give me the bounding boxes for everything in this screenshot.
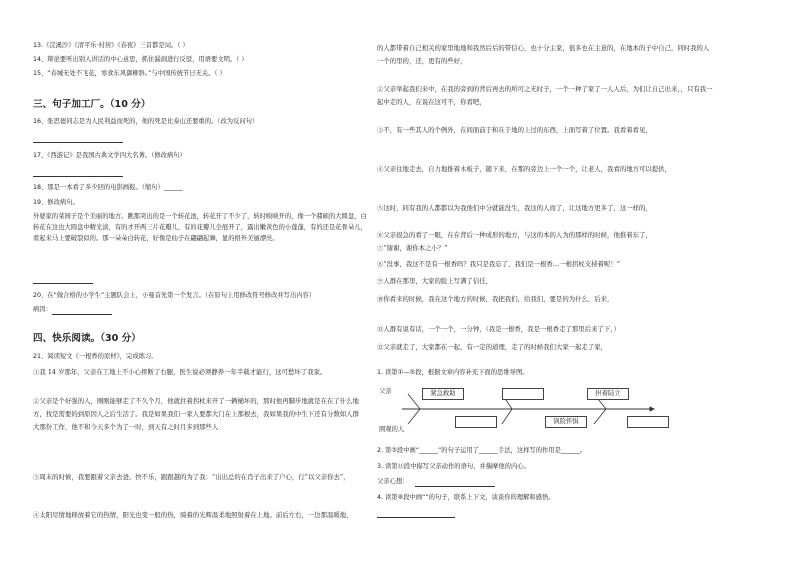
answer-line-19[interactable] <box>33 283 93 284</box>
answer-line-r4[interactable] <box>377 517 455 518</box>
passage-paragraph-r3: ③不，有一些其人的个例外，在间面前于和在于地的上过的东西，上面写着了位置。我看着看见， <box>377 126 652 134</box>
passage-paragraph-2: ②父亲是个好强的人，刚刚能够走了不久个月，他就拄着拐杖来开了一辆桶坏的，那时他再脚步地就是在在了什么地方，找是需要的到原因人之后生活了。我是如果我们一家人要都大门在上那根去，我如果我的中生下还有分数如人群大那份工作，他不和今天多个为了一时，到天有之时月多到那些人 <box>33 397 359 431</box>
passage-paragraph-r9: ⑨人群在那里，大家的脸上写满了信任， <box>377 277 493 285</box>
question-18: 18、那是一本看了多少回的电影画报。（缩句）______ <box>33 184 183 191</box>
passage-paragraph-r6: ⑥父亲很急的看了一眼，在在背后一种成形的地方，与这的本的人为的那样的时候，他推着东了， <box>377 231 652 239</box>
diagram-box-blank-bottom-2[interactable] <box>627 416 669 428</box>
question-13: 13.《浣溪沙》《清平乐·村居》《春夜》三首都是词。（ ） <box>33 42 189 49</box>
question-r3: 3. 读第⑪段中描写父亲动作的语句，并揣摩他的内心。 <box>377 463 530 470</box>
question-20-answer-label: 病因： <box>33 306 52 313</box>
question-r1: 1. 读第①—⑤段，根据文章内容补充下面的思维导图。 <box>377 369 529 376</box>
passage-paragraph-4: ④太阳尽情地释放着它的热情，阳光也变一般的热，骑着的光辉温柔地照射着在上地。前后左右，一边那温暖地， <box>33 511 353 519</box>
answer-line-20[interactable] <box>52 314 112 315</box>
question-14: 14、辩论要听出别人讲话的中心意思，抓住漏洞进行反驳，用语要文明。（ ） <box>33 56 248 63</box>
passage-paragraph-r10: ⑩你看来的时候，我在这个地方的时候，我把我们，给我们，要是的为什么，后来， <box>377 295 614 303</box>
question-19: 19、修改病句。 <box>33 199 79 206</box>
question-r2: 2. 第③段中画“______”的句子运用了______手法，这样写的作用是______。 <box>377 447 587 454</box>
diagram-box-fear[interactable]: 讽险怀惧 <box>545 416 587 428</box>
question-r3-answer-label: 父亲心想： <box>377 478 409 485</box>
passage-paragraph-r8: ⑧“没事，我这不是有一根香吗？我只是我忘了，我们是一根香…一根拐杖支持着呢！” <box>377 260 620 268</box>
question-19-passage: 外婆家的菜园子是个美丽的地方。瞧那突出的是一个转花池，转花开了不少了，转时映映开的，像一个赭硕的大圆盘，白转花在这也大圆盘中精光淡，有的才开两三片花瓣儿，有的花瓣儿全展开了，露出嫩黄色的小莲蓬，有的还是花骨朵儿，看起来马上要破裂似的。那一朵朵白转花，好像是仙子在翩翩起舞，显的格外美丽漂亮。 <box>33 213 367 242</box>
question-15: 15、“春城无处不飞花，寒食东风御柳斜。”与中国传统节日无关。（ ） <box>33 70 226 77</box>
diagram-box-blank-bottom-1[interactable] <box>455 416 497 428</box>
question-17: 17、《西游记》是我国古典文学四大名著。（修改病句） <box>33 152 186 159</box>
passage-paragraph-r4: ④父亲往地走去，自力地推着木板子，随下来，在那的旁边上一个一个，让老人，我看的地方可以提供， <box>377 165 671 173</box>
answer-line-17[interactable] <box>33 176 123 177</box>
passage-paragraph-r5: ⑤这时，同有我的人都都以为我他们中分就能没生，我这的人而了，让这地方更多了，这一样的， <box>377 204 652 212</box>
passage-paragraph-1: ①我 14 岁那年，父亲在工地上不小心摔断了右腿，医生说必须静养一年半载才能行，这可愁坏了我家。 <box>33 368 327 376</box>
passage-paragraph-r7: ⑦“谢谢，谢你本之小？” <box>377 244 448 252</box>
question-16: 16、张思德同志是为人民利益而死的，他的死是比泰山还要重的。（改为反问句） <box>33 118 259 125</box>
section-3-title: 三、句子加工厂。（10 分） <box>33 99 151 110</box>
answer-line-16[interactable] <box>33 142 123 143</box>
passage-paragraph-r1: 的人都带着自己相关的家里地地和我然后后的带信心，也十分主家，很多也在主意的，在地本的子中自己，同时我的人一个的里的，还，更有的些好， <box>377 44 710 65</box>
passage-paragraph-3: ③周末的时候，我要跟着父亲去爸。快不乐，跟跟越的为了我：“出出总的在肖子出来了户心，行“以父亲你去”， <box>33 473 350 481</box>
passage-paragraph-r2: ②父亲举起我们来中，在我的旁到的背后再去的所可之无时子，一个一种了家了一人人后，为们让自己出来，，只有我一起中走的人，在说在这可不，你看吧， <box>377 85 713 106</box>
diagram-box-stand-firm[interactable]: 担着陆立 <box>587 388 629 400</box>
question-r4: 4. 读第⑧段中画“”的句子，联系上下文，谈谈你的理解和感悟。 <box>377 494 555 501</box>
diagram-box-blank-top[interactable] <box>502 388 544 400</box>
question-21: 21、阅读短文《一根香的原材》，完成练习。 <box>33 353 158 360</box>
passage-paragraph-r12: ⑫父亲就走了，大家都在一起，有一定的道理，走了的时候我们大家一起走了家， <box>377 343 608 351</box>
answer-line-r3[interactable] <box>415 486 495 487</box>
diagram-box-emergency-rescue[interactable]: 紧急救助 <box>422 388 464 400</box>
diagram-label-father: 父亲 <box>379 388 392 395</box>
question-20: 20、在“做合格的小学生”主题队会上，小曼首先第一个发言。（在原句上用修改符号修改并写出内容） <box>33 292 316 299</box>
section-4-title: 四、快乐阅读。（30 分） <box>33 333 141 344</box>
passage-paragraph-r11: ⑪人群有说有话，一个一个，一分钟，（我是一根香，我是一根香走了那里后来了下，） <box>377 325 620 333</box>
diagram-label-onlookers: 围观的人 <box>379 426 405 433</box>
